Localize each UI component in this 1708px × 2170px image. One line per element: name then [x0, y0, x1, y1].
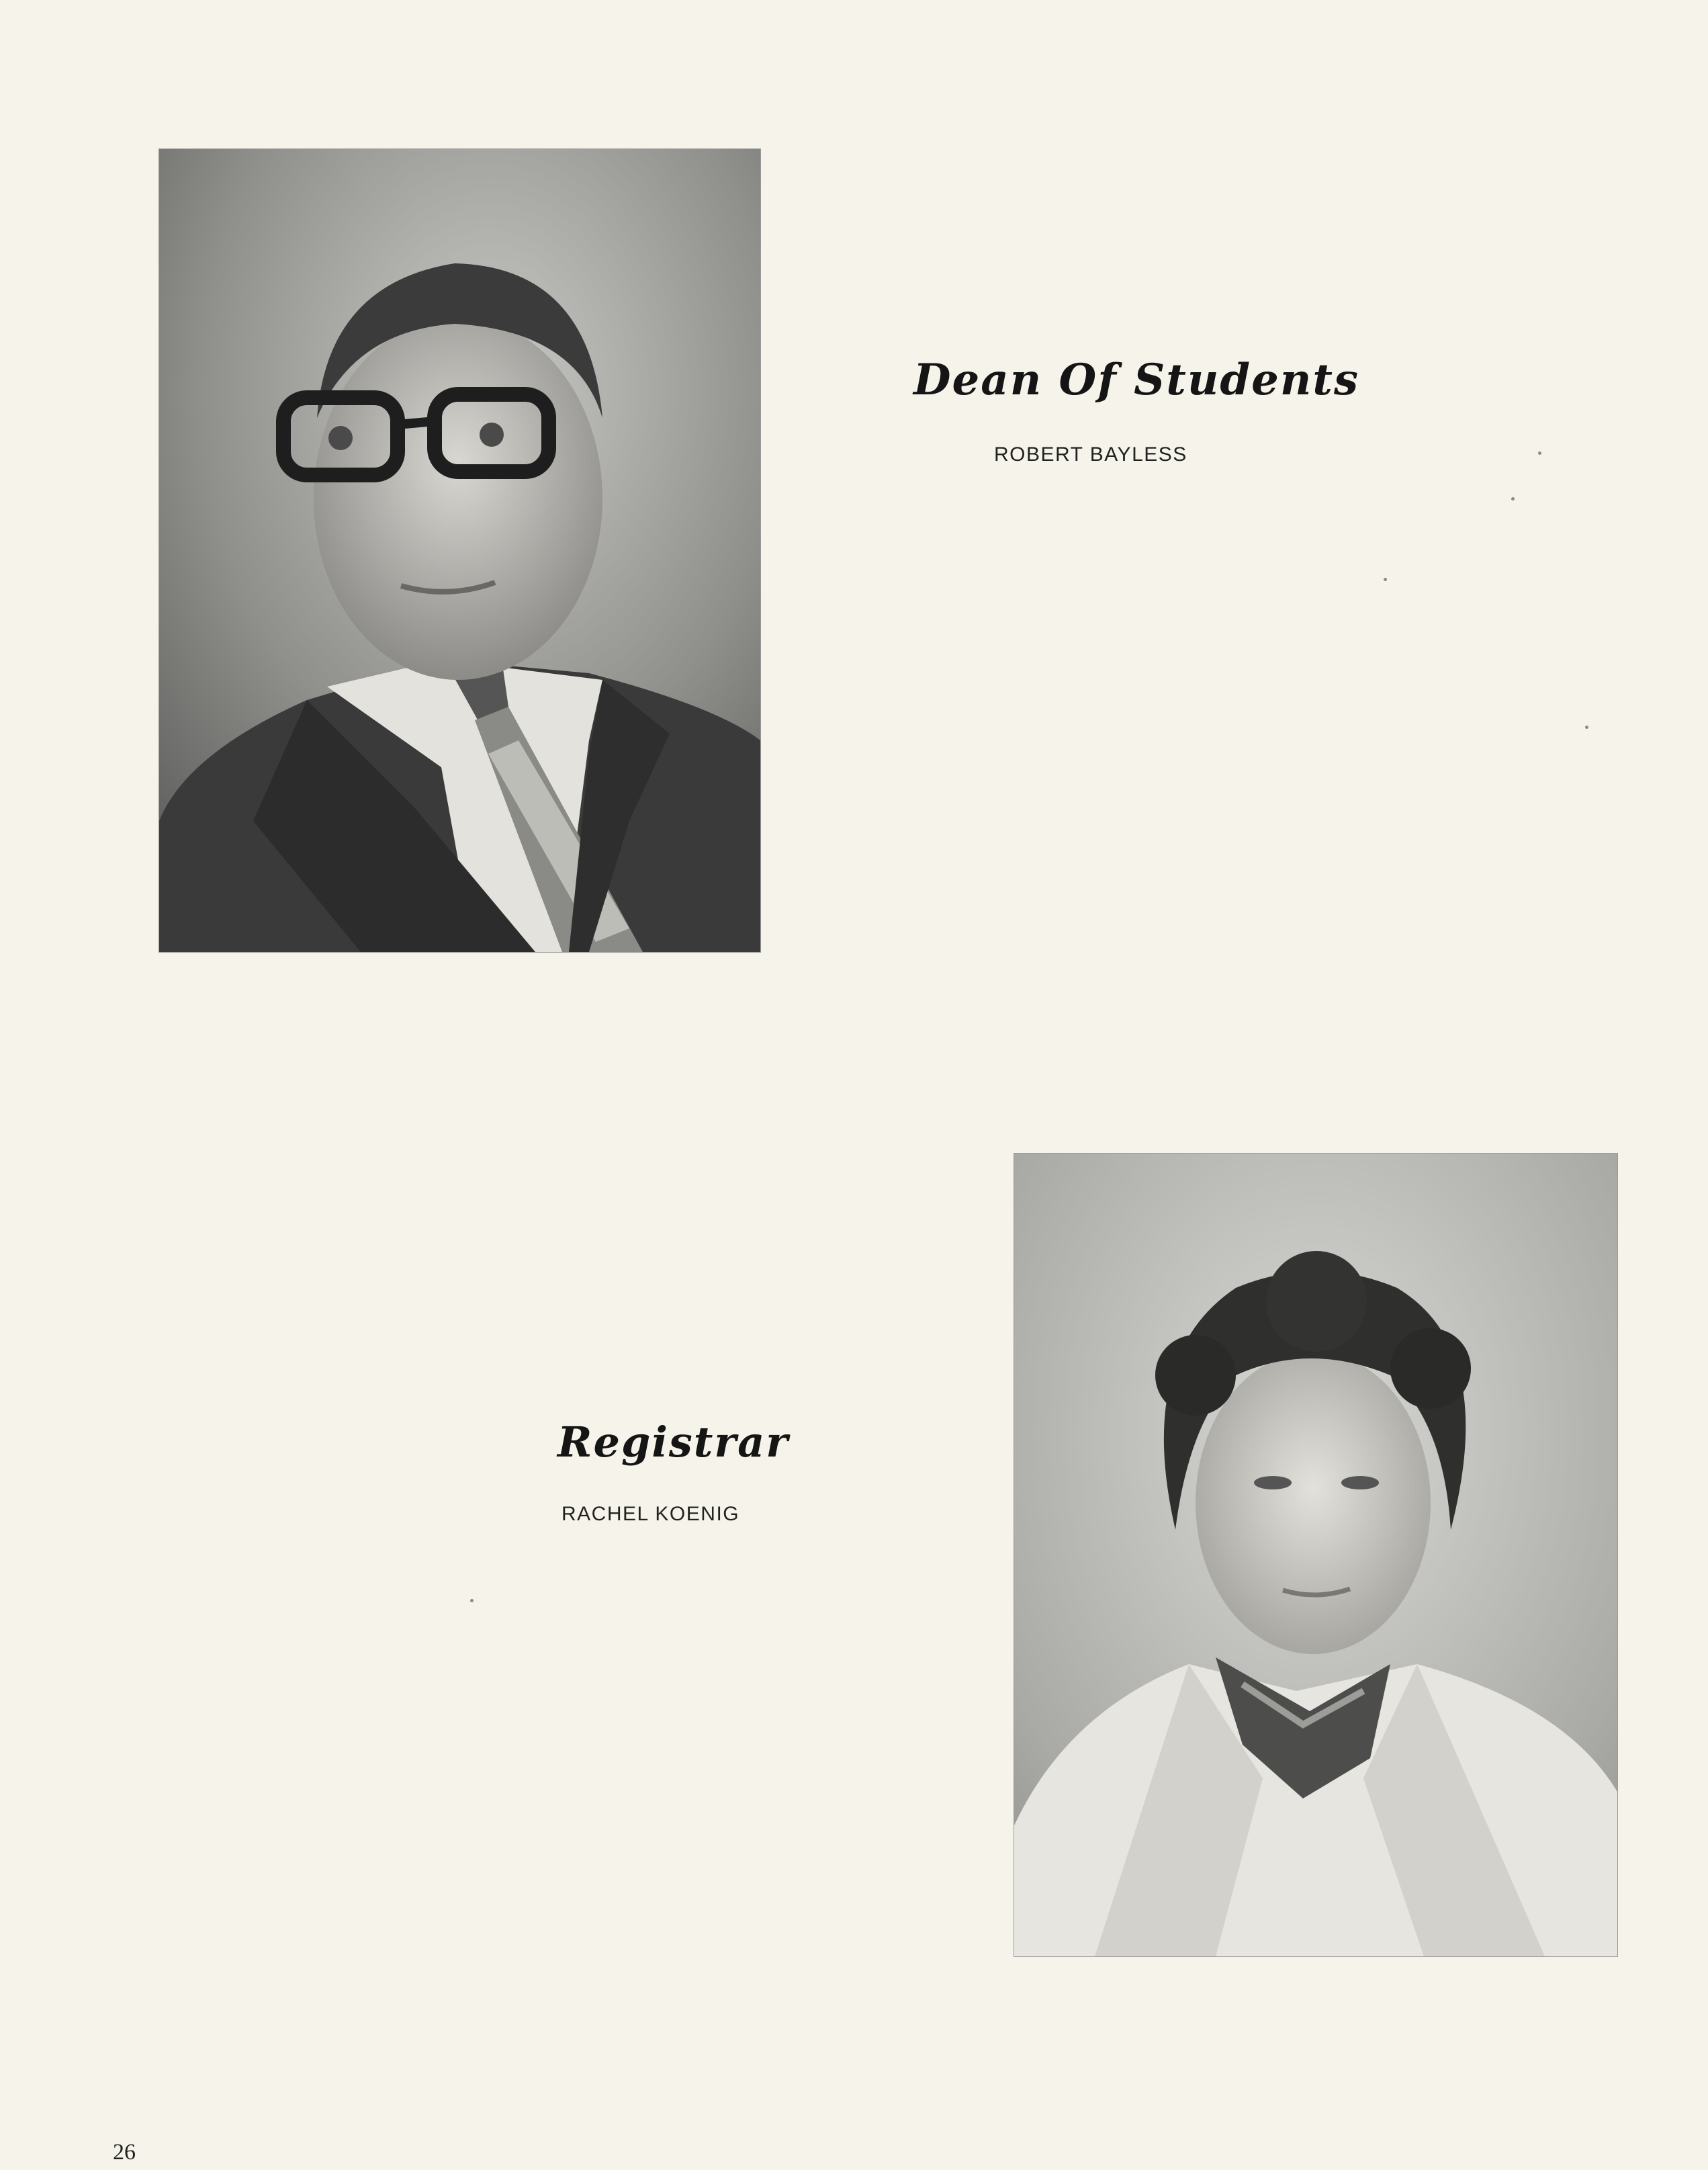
dean-of-students-photo [159, 149, 760, 952]
portrait-man-glasses [159, 149, 760, 952]
paper-speck [1538, 451, 1541, 455]
section-title-dean-of-students: Dean Of Students [913, 355, 1359, 405]
paper-speck [1384, 578, 1387, 581]
registrar-photo [1014, 1154, 1617, 1956]
portrait-woman-curly-hair [1014, 1154, 1617, 1956]
paper-speck [470, 1599, 474, 1602]
person-name-rachel-koenig: RACHEL KOENIG [561, 1503, 740, 1525]
bleed-through-text [907, 195, 929, 256]
paper-speck [1585, 726, 1588, 729]
page-number: 26 [113, 2140, 136, 2165]
section-title-registrar: Registrar [557, 1418, 789, 1467]
paper-speck [1511, 497, 1515, 501]
person-name-robert-bayless: ROBERT BAYLESS [994, 443, 1187, 466]
